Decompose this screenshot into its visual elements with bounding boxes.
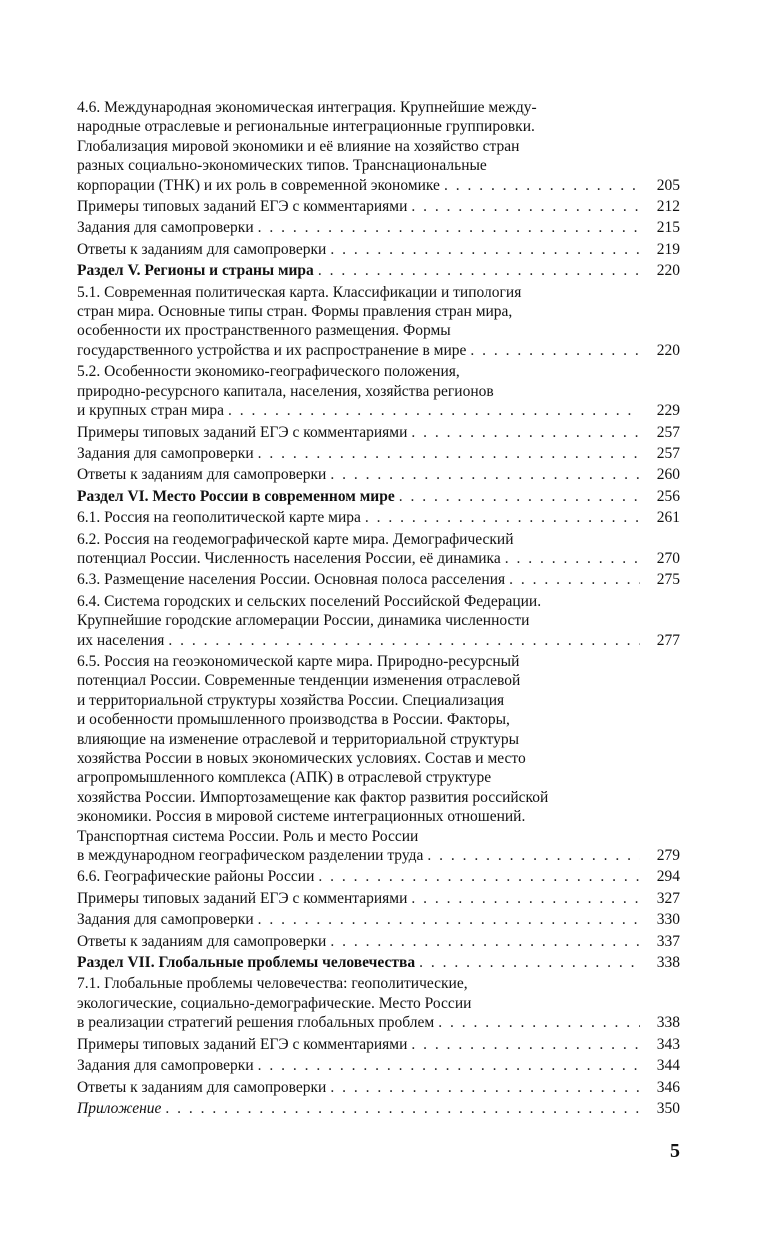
toc-entry-title: в международном географическом разделении труда — [77, 847, 424, 865]
toc-page-number: 330 — [656, 911, 680, 929]
dot-leader — [165, 1099, 640, 1118]
toc-entry-row — [77, 1013, 680, 1032]
toc-section — [77, 487, 680, 506]
toc-page-number: 279 — [656, 847, 680, 865]
toc-entry-row — [77, 867, 680, 886]
dot-leader — [411, 1035, 640, 1054]
toc-entry-row — [77, 197, 680, 216]
dot-leader — [399, 487, 640, 506]
dot-leader — [411, 423, 640, 442]
toc-page-number: 338 — [656, 1014, 680, 1032]
toc-entry — [77, 423, 680, 442]
toc-entry — [77, 197, 680, 216]
page-number: 5 — [670, 1140, 680, 1162]
toc-entry-title: Ответы к заданиям для самопроверки — [77, 932, 327, 950]
toc-entry-line: Глобализация мировой экономики и её влияние на хозяйство стран — [77, 137, 520, 155]
toc-entry-title: 6.6. Географические районы России — [77, 868, 315, 886]
dot-leader — [411, 889, 640, 908]
toc-entry — [77, 592, 680, 650]
toc-entry-line: народные отраслевые и региональные интеграционные группировки. — [77, 118, 535, 136]
toc-entry — [77, 362, 680, 420]
toc-page-number: 257 — [656, 423, 680, 441]
toc-entry-line: Крупнейшие городские агломерации России, динамика численности — [77, 612, 530, 630]
toc-entry-title: Ответы к заданиям для самопроверки — [77, 466, 327, 484]
toc-entry-line: 6.2. Россия на геодемографической карте мира. Демографический — [77, 530, 514, 548]
toc-entry-title: потенциал России. Численность населения России, её динамика — [77, 549, 501, 567]
toc-entry-row — [77, 1099, 680, 1118]
toc-entry-title: Примеры типовых заданий ЕГЭ с комментариями — [77, 889, 408, 907]
toc-entry-line: природно-ресурсного капитала, населения, хозяйства регионов — [77, 382, 494, 400]
toc-entry-row — [77, 549, 680, 568]
toc-entry-line: хозяйства России. Импортозамещение как фактор развития российской — [77, 788, 549, 806]
toc-appendix — [77, 1099, 680, 1118]
toc-entry-title: Задания для самопроверки — [77, 1057, 254, 1075]
toc-entry-title: Задания для самопроверки — [77, 911, 254, 929]
dot-leader — [330, 465, 640, 484]
toc-entry-row — [77, 218, 680, 237]
toc-entry-line: 6.5. Россия на геоэкономической карте мира. Природно-ресурсный — [77, 652, 520, 670]
toc-entry-title: Примеры типовых заданий ЕГЭ с комментариями — [77, 423, 408, 441]
dot-leader — [258, 444, 640, 463]
toc-entry-line: экологические, социально-демографические. Место России — [77, 994, 472, 1012]
dot-leader — [258, 218, 640, 237]
toc-entry — [77, 444, 680, 463]
toc-entry — [77, 240, 680, 259]
dot-leader — [168, 631, 640, 650]
toc-page-number: 257 — [656, 444, 680, 462]
dot-leader — [228, 401, 640, 420]
toc-entry-row — [77, 889, 680, 908]
toc-entry — [77, 974, 680, 1032]
toc-entry-row — [77, 261, 680, 280]
dot-leader — [318, 261, 640, 280]
table-of-contents — [77, 98, 680, 1120]
toc-entry-line: 5.2. Особенности экономико-географического положения, — [77, 363, 460, 381]
toc-entry-line: агропромышленного комплекса (АПК) в отраслевой структуре — [77, 769, 492, 787]
toc-page-number: 337 — [656, 932, 680, 950]
toc-entry — [77, 465, 680, 484]
toc-entry-row — [77, 176, 680, 195]
dot-leader — [470, 341, 640, 360]
toc-entry — [77, 867, 680, 886]
toc-page-number: 294 — [656, 868, 680, 886]
toc-entry-line: особенности их пространственного размещения. Формы — [77, 322, 451, 340]
toc-entry — [77, 1035, 680, 1054]
dot-leader — [427, 846, 640, 865]
toc-entry-title: 6.3. Размещение населения России. Основная полоса расселения — [77, 571, 506, 589]
dot-leader — [330, 1078, 640, 1097]
toc-entry — [77, 932, 680, 951]
toc-section — [77, 261, 680, 280]
toc-entry-title: Задания для самопроверки — [77, 219, 254, 237]
toc-entry — [77, 652, 680, 865]
toc-entry-title: Раздел VII. Глобальные проблемы человечества — [77, 954, 416, 972]
toc-entry-line: и территориальной структуры хозяйства России. Специализация — [77, 691, 505, 709]
toc-page-number: 229 — [656, 402, 680, 420]
toc-page-number: 215 — [656, 219, 680, 237]
toc-entry-line: экономики. Россия в мировой системе интеграционных отношений. — [77, 808, 526, 826]
toc-entry-title: Ответы к заданиям для самопроверки — [77, 240, 327, 258]
toc-entry-line: хозяйства России в новых экономических условиях. Состав и место — [77, 750, 526, 767]
toc-entry-line: разных социально-экономических типов. Транснациональные — [77, 157, 487, 175]
toc-entry-title: Примеры типовых заданий ЕГЭ с комментариями — [77, 198, 408, 216]
toc-entry — [77, 283, 680, 361]
dot-leader — [438, 1013, 640, 1032]
toc-entry-line: 6.4. Система городских и сельских поселений Российской Федерации. — [77, 592, 542, 610]
toc-entry-title: в реализации стратегий решения глобальных проблем — [77, 1014, 435, 1032]
toc-entry-line: стран мира. Основные типы стран. Формы правления стран мира, — [77, 303, 513, 321]
toc-entry-row — [77, 570, 680, 589]
dot-leader — [411, 197, 640, 216]
toc-entry-row — [77, 401, 680, 420]
toc-page-number: 270 — [656, 549, 680, 567]
toc-page-number: 220 — [656, 341, 680, 359]
toc-entry-row — [77, 240, 680, 259]
toc-page-number: 212 — [656, 198, 680, 216]
dot-leader — [505, 549, 640, 568]
toc-entry-line: 4.6. Международная экономическая интеграция. Крупнейшие между- — [77, 99, 537, 116]
toc-page-number: 343 — [656, 1035, 680, 1053]
toc-entry-row — [77, 932, 680, 951]
toc-entry-title: корпорации (ТНК) и их роль в современной экономике — [77, 176, 440, 194]
toc-entry-line: потенциал России. Современные тенденции изменения отраслевой — [77, 672, 521, 690]
toc-page-number: 205 — [656, 176, 680, 194]
toc-entry-row — [77, 444, 680, 463]
toc-entry-title: Раздел V. Регионы и страны мира — [77, 262, 314, 280]
toc-entry-title: 6.1. Россия на геополитической карте мира — [77, 509, 361, 527]
toc-entry-title: Приложение — [77, 1099, 162, 1117]
toc-page-number: 338 — [656, 954, 680, 972]
toc-page-number: 275 — [656, 571, 680, 589]
toc-entry-row — [77, 1078, 680, 1097]
dot-leader — [509, 570, 640, 589]
toc-entry-line: 7.1. Глобальные проблемы человечества: геополитические, — [77, 975, 468, 993]
toc-entry-row — [77, 423, 680, 442]
toc-entry-title: Раздел VI. Место России в современном мире — [77, 487, 395, 505]
toc-entry — [77, 910, 680, 929]
toc-entry-row — [77, 1035, 680, 1054]
toc-page-number: 327 — [656, 889, 680, 907]
toc-entry — [77, 1056, 680, 1075]
toc-entry — [77, 508, 680, 527]
dot-leader — [444, 176, 640, 195]
toc-entry-title: государственного устройства и их распространение в мире — [77, 341, 467, 359]
toc-page-number: 260 — [656, 466, 680, 484]
toc-entry — [77, 889, 680, 908]
toc-entry-row — [77, 910, 680, 929]
toc-page-number: 350 — [656, 1099, 680, 1117]
toc-entry-line: Транспортная система России. Роль и место России — [77, 827, 419, 845]
dot-leader — [258, 910, 640, 929]
toc-page-number: 277 — [656, 631, 680, 649]
toc-entry-row — [77, 953, 680, 972]
dot-leader — [365, 508, 640, 527]
dot-leader — [419, 953, 640, 972]
dot-leader — [330, 240, 640, 259]
toc-entry-row — [77, 465, 680, 484]
toc-page-number: 344 — [656, 1057, 680, 1075]
toc-page-number: 256 — [656, 487, 680, 505]
toc-entry-title: и крупных стран мира — [77, 402, 225, 420]
dot-leader — [330, 932, 640, 951]
toc-entry-row — [77, 341, 680, 360]
toc-entry-line: и особенности промышленного производства в России. Факторы, — [77, 711, 510, 729]
toc-entry-title: Задания для самопроверки — [77, 444, 254, 462]
toc-entry — [77, 218, 680, 237]
toc-entry-line: 5.1. Современная политическая карта. Классификации и типология — [77, 283, 522, 301]
toc-section — [77, 953, 680, 972]
toc-entry-row — [77, 1056, 680, 1075]
toc-entry — [77, 1078, 680, 1097]
toc-entry-title: Примеры типовых заданий ЕГЭ с комментариями — [77, 1035, 408, 1053]
toc-page-number: 261 — [656, 509, 680, 527]
dot-leader — [258, 1056, 640, 1075]
toc-entry-title: Ответы к заданиям для самопроверки — [77, 1078, 327, 1096]
toc-page-number: 220 — [656, 262, 680, 280]
dot-leader — [318, 867, 640, 886]
toc-entry — [77, 530, 680, 569]
toc-entry — [77, 98, 680, 195]
toc-entry-row — [77, 508, 680, 527]
toc-entry-row — [77, 487, 680, 506]
toc-entry-row — [77, 631, 680, 650]
toc-page-number: 346 — [656, 1078, 680, 1096]
toc-entry-row — [77, 846, 680, 865]
toc-entry — [77, 570, 680, 589]
toc-entry-title: их населения — [77, 631, 165, 649]
toc-page-number: 219 — [656, 240, 680, 258]
toc-entry-line: влияющие на изменение отраслевой и территориальной структуры — [77, 730, 520, 748]
